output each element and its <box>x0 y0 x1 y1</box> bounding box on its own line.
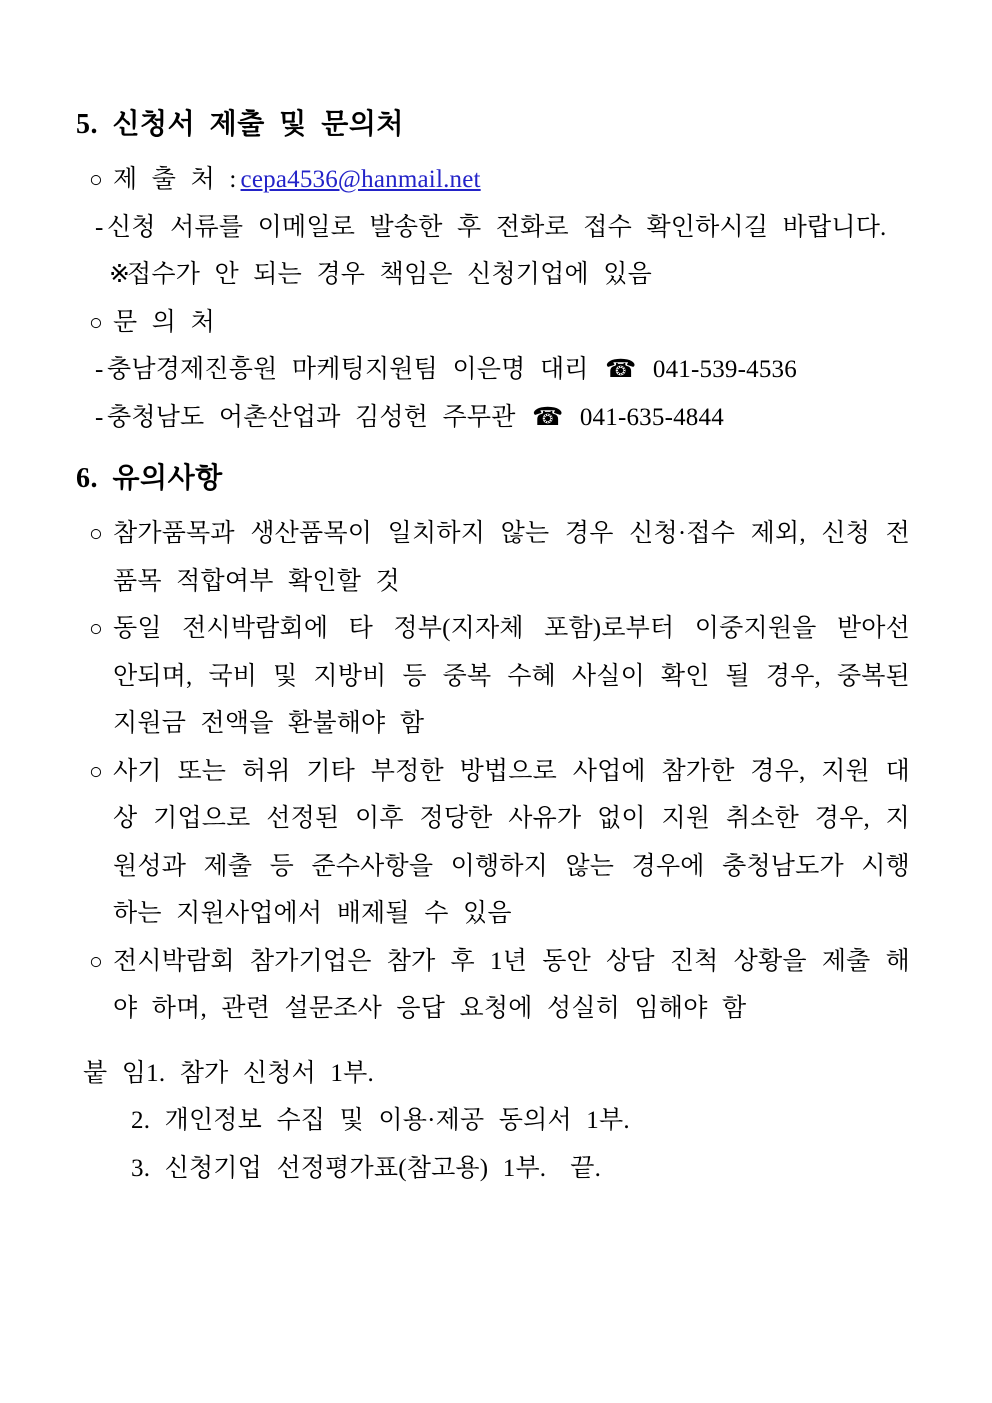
attachment-text: 참가 신청서 1부. <box>179 1059 374 1087</box>
circle-bullet-icon: ○ <box>89 758 104 784</box>
submission-note-text: 신청 서류를 이메일로 발송한 후 전화로 접수 확인하시길 바랍니다. <box>107 213 887 241</box>
circle-bullet-icon: ○ <box>89 948 104 974</box>
notice-text: 동일 전시박람회에 타 정부(지자체 포함)로부터 이중지원을 받아선 안되며, 국비 및 지방비 등 중복 수혜 사실이 확인 될 경우, 중복된 지원금 전액을 환불해야 함 <box>113 615 910 737</box>
submission-warning-text: 접수가 안 되는 경우 책임은 신청기업에 있음 <box>127 261 653 288</box>
notice-text: 사기 또는 허위 기타 부정한 방법으로 사업에 참가한 경우, 지원 대상 기업으로 선정된 이후 정당한 사유가 없이 지원 취소한 경우, 지원성과 제출 등 준수사항을 이행하지 않는 경우에 충청남도가 시행하는 지원사업에서 배제될 수 있음 <box>113 757 910 927</box>
attachments-block <box>76 1050 910 1193</box>
attachment-item <box>76 1145 910 1193</box>
attachment-item <box>76 1050 910 1098</box>
attachment-text: 개인정보 수집 및 이용·제공 동의서 1부. <box>164 1107 630 1134</box>
circle-bullet-icon: ○ <box>89 521 104 546</box>
dash-bullet: - <box>95 213 104 241</box>
attachment-number: 3. <box>131 1154 151 1182</box>
circle-bullet-icon: ○ <box>89 309 104 335</box>
attachment-text: 신청기업 선정평가표(참고용) 1부. <box>164 1154 547 1182</box>
attachment-closing: 끝. <box>570 1154 602 1182</box>
dash-bullet: - <box>95 403 104 431</box>
contact-org: 충남경제진흥원 마케팅지원팀 이은명 대리 <box>107 356 589 383</box>
circle-bullet-icon: ○ <box>89 616 104 641</box>
email-link[interactable]: cepa4536@hanmail.net <box>240 166 481 193</box>
attachment-lead: 붙 임 <box>83 1059 147 1087</box>
contact-phone: 041-539-4536 <box>652 356 797 383</box>
notice-item <box>76 510 910 605</box>
notice-text: 참가품목과 생산품목이 일치하지 않는 경우 신청·접수 제외, 신청 전 품목 적합여부 확인할 것 <box>113 520 910 595</box>
reference-mark-icon: ※ <box>109 261 131 288</box>
dash-bullet: - <box>95 356 104 383</box>
notice-item <box>76 748 910 938</box>
notice-item <box>76 605 910 748</box>
inquiry-line <box>76 299 910 347</box>
section5-heading: 5. 신청서 제출 및 문의처 <box>76 109 404 140</box>
notice-text: 전시박람회 참가기업은 참가 후 1년 동안 상담 진척 상황을 제출 해야 하며, 관련 설문조사 응답 요청에 성실히 임해야 함 <box>113 947 910 1022</box>
phone-icon: ☎ <box>532 403 564 431</box>
attachment-item <box>76 1097 910 1145</box>
inquiry-label: 문 의 처 <box>113 308 215 336</box>
contact-org: 충청남도 어촌산업과 김성헌 주무관 <box>107 403 516 431</box>
attachment-number: 1. <box>146 1059 166 1087</box>
contact-row <box>76 394 910 442</box>
circle-bullet-icon: ○ <box>89 167 104 192</box>
phone-icon: ☎ <box>605 356 637 383</box>
contact-phone: 041-635-4844 <box>579 403 724 431</box>
submission-line <box>76 156 910 204</box>
submission-label: 제 출 처 : <box>113 166 237 193</box>
section6-heading: 6. 유의사항 <box>76 463 223 494</box>
attachment-number: 2. <box>131 1107 151 1134</box>
submission-warning <box>76 251 910 299</box>
submission-note <box>76 204 910 252</box>
notice-item <box>76 938 910 1033</box>
contact-row <box>76 346 910 394</box>
